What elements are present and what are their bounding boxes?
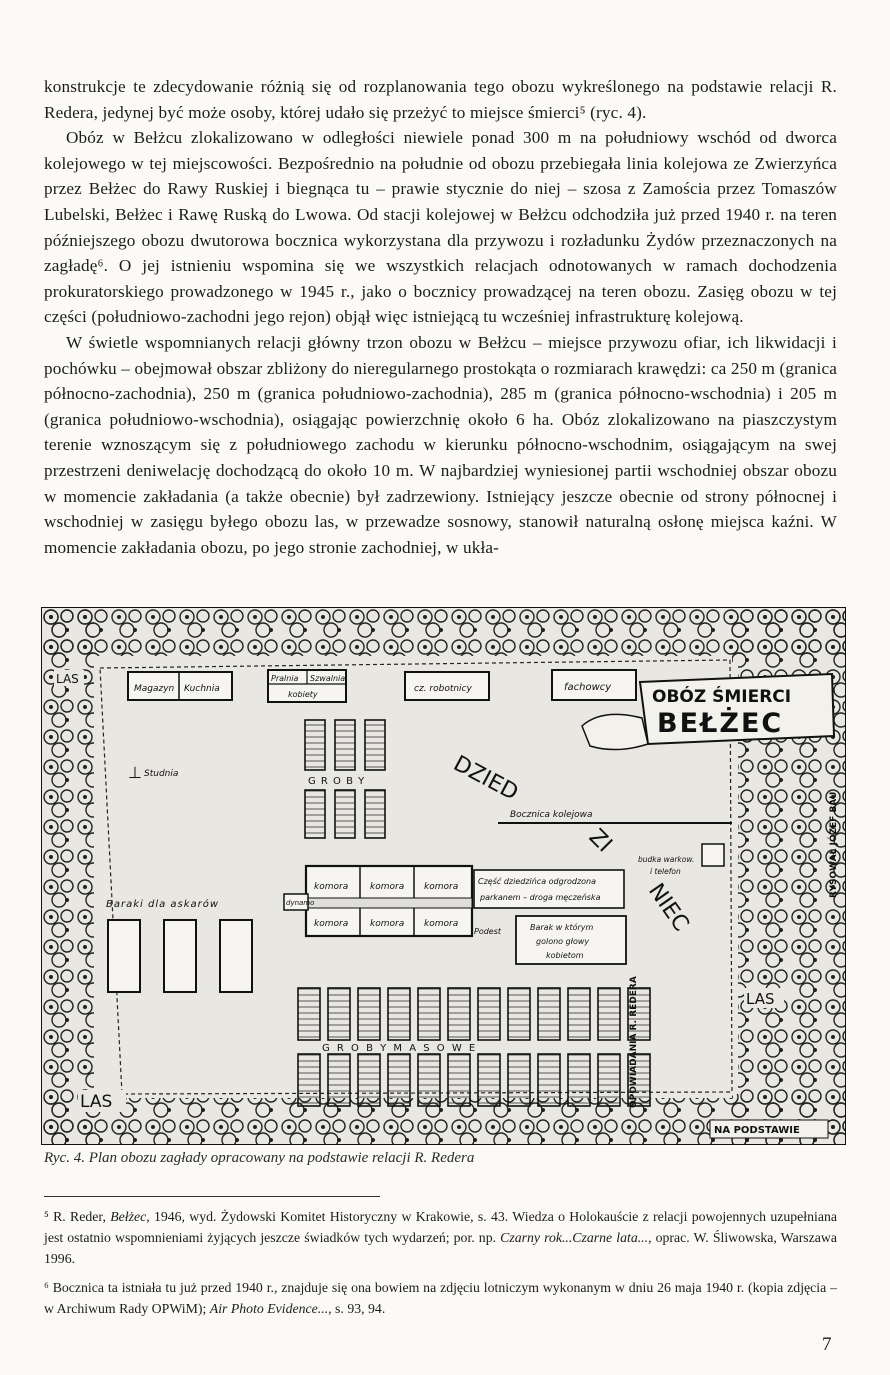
forest-top bbox=[42, 608, 845, 656]
footnote-5 bbox=[44, 1206, 837, 1269]
footnote-divider bbox=[44, 1196, 380, 1197]
label-pralnia: Pralnia bbox=[271, 674, 299, 683]
label-czesc-dziedzinca-1: Część dziedzińca odgrodzona bbox=[478, 877, 597, 886]
label-dziedziniec-1: DZIED bbox=[449, 751, 523, 806]
label-las-left: LAS bbox=[56, 672, 79, 686]
barrack-pralnia-szwalnia bbox=[268, 670, 346, 702]
footnote-mark: ⁵ bbox=[44, 1209, 49, 1224]
gas-chamber-building bbox=[306, 866, 472, 936]
label-budka-2: i telefon bbox=[650, 867, 681, 876]
label-bocznica: Bocznica kolejowa bbox=[510, 810, 593, 820]
label-kuchnia: Kuchnia bbox=[184, 684, 220, 694]
body-text bbox=[44, 74, 837, 560]
label-komora-3: komora bbox=[424, 882, 459, 892]
paragraph: Obóz w Bełżcu zlokalizowano w odległości niewiele ponad 300 m na południowy wschód od dworca kolejowego w tej miejscowości. Bezpośrednio na południe od obozu przebiegała linia kolejowa ze Zwierzyńca przez Bełżec do Rawy Ruskiej i biegnąca tu – prawie stycznie do niej – szosa z Zamościa przez Tomaszów Lubelski, Bełżec i Rawę Ruską do Lwowa. Od stacji kolejowej w Bełżcu odchodziła już przed 1940 r. na teren późniejszego obozu dwutorowa bocznica wykorzystana dla przywozu i rozładunku Żydów przeznaczonych na zagładę⁶. O jej istnieniu wspomina się we wszystkich relacjach odnotowanych w ramach dochodzenia prokuratorskiego prowadzonego w 1945 r., jako o bocznicy prowadzącej na teren obozu. Zasięg obozu w tej części (południowo-zachodni jego rejon) objął więc istniejącą tu wcześniej infrastrukturę kolejową. bbox=[44, 128, 837, 327]
label-czesc-dziedzinca-2: parkanem – droga męczeńska bbox=[480, 893, 601, 902]
label-dynamo: dynamo bbox=[286, 899, 315, 907]
label-dziedziniec-2: ZI bbox=[583, 824, 617, 858]
label-studnia: Studnia bbox=[144, 769, 179, 779]
label-signature: RYSOWAŁ JÓZEF BAU bbox=[829, 791, 839, 898]
footnote-text: , s. 93, 94. bbox=[328, 1301, 386, 1316]
paragraph: W świetle wspomnianych relacji główny trzon obozu w Bełżcu – miejsce przywozu ofiar, ich likwidacji i pochówku – obejmował obszar zbliżony do nieregularnego prostokąta o rozmiarach krawędzi: ca 250 m (granica północno-zachodnia), 250 m (granica południowo-zachodnia), 285 m (granica północno-wschodnia) i 205 m (granica południowo-wschodnia), osiągając powierzchnię około 6 ha. Obóz zlokalizowano na piaszczystym terenie wznoszącym się z południowego zachodu w kierunku północno-wschodnim, osiągającym na swej przestrzeni deniwelację dochodzącą do około 10 m. W najbardziej wyniesionej partii wschodniej obszar obozu w momencie zakładania (a także obecnie) był zadrzewiony. Istniejący jeszcze obecnie od strony północnej i wschodniej w zasięgu byłego obozu las, w przewadze sosnowy, stanowił naturalną osłonę miejsca kaźni. W momencie zakładania obozu, po jego stronie zachodniej, w ukła- bbox=[44, 332, 837, 557]
label-barak-3: kobietom bbox=[546, 951, 584, 960]
label-podest: Podest bbox=[474, 927, 502, 936]
label-las-bottom: LAS bbox=[80, 1092, 113, 1112]
label-na-podstawie: NA PODSTAWIE bbox=[714, 1125, 800, 1136]
figure-caption: Ryc. 4. Plan obozu zagłady opracowany na podstawie relacji R. Redera bbox=[44, 1150, 475, 1166]
label-las-right: LAS bbox=[746, 990, 775, 1008]
label-magazyn: Magazyn bbox=[134, 684, 175, 694]
label-kobiety: kobiety bbox=[288, 690, 318, 699]
camp-plan-map bbox=[42, 608, 845, 1144]
label-komora-2: komora bbox=[370, 882, 405, 892]
label-side-credit: OPOWIADANIA R. REDERA bbox=[629, 976, 639, 1108]
footnote-title: Air Photo Evidence... bbox=[209, 1301, 329, 1316]
barrack-haircut bbox=[516, 916, 626, 964]
map-title-line2: BEŁŻEC bbox=[657, 708, 784, 739]
footnote-mark: ⁶ bbox=[44, 1280, 49, 1295]
page-number: 7 bbox=[822, 1334, 832, 1355]
map-title-line1: OBÓZ ŚMIERCI bbox=[652, 687, 792, 707]
footnote-text: R. Reder, bbox=[53, 1209, 111, 1224]
guard-barracks bbox=[108, 920, 252, 992]
fenced-path bbox=[474, 870, 624, 908]
label-barak-1: Barak w którym bbox=[530, 923, 594, 932]
barrack-magazyn-kuchnia bbox=[128, 672, 232, 700]
label-cz-robotnicy: cz. robotnicy bbox=[414, 684, 472, 694]
footnote-text: Bocznica ta istniała tu już przed 1940 r., znajduje się ona bowiem na zdjęciu lotniczym wykonanym w dniu 26 maja 1940 r. (kopia zdjęcia – w Archiwum Rady OPWiM); bbox=[44, 1280, 837, 1316]
label-baraki-askarow: Baraki dla askarów bbox=[106, 899, 220, 910]
label-dziedziniec-3: NIEC bbox=[643, 879, 694, 937]
label-komora-4: komora bbox=[314, 919, 349, 929]
label-barak-2: golono głowy bbox=[536, 937, 590, 946]
footnote-title: Bełżec bbox=[110, 1209, 147, 1224]
footnote-text: , 1946, wyd. Żydowski Komitet Historyczny w Krakowie, s. 43. Wiedza o Holokauście z relacji powojennych uzupełniana jest ostatnio wspomnieniami żyjących jeszcze świadków tych wydarzeń; por. np. bbox=[44, 1209, 838, 1245]
label-szwalnia: Szwalnia bbox=[310, 674, 346, 683]
well-icon: ⊥ bbox=[128, 763, 142, 782]
camp-plan-figure bbox=[41, 607, 846, 1145]
label-groby: G R O B Y bbox=[308, 776, 366, 787]
label-budka-1: budka warkow. bbox=[638, 855, 695, 864]
barrack-robotnicy bbox=[405, 672, 489, 700]
footnote-6 bbox=[44, 1277, 837, 1319]
barrack-fachowcy bbox=[552, 670, 636, 700]
paragraph: konstrukcje te zdecydowanie różnią się od rozplanowania tego obozu wykreślonego na podstawie relacji R. Redera, jedynej być może osoby, której udało się przeżyć to miejsce śmierci⁵ (ryc. 4). bbox=[44, 77, 837, 122]
label-komora-5: komora bbox=[370, 919, 405, 929]
label-komora-1: komora bbox=[314, 882, 349, 892]
label-fachowcy: fachowcy bbox=[564, 682, 612, 693]
forest-left bbox=[42, 608, 94, 1144]
footnote-text: , oprac. W. Śliwowska, Warszawa 1996. bbox=[44, 1230, 837, 1266]
footnote-title: Czarny rok...Czarne lata... bbox=[500, 1230, 649, 1245]
label-groby-masowe: G R O B Y M A S O W E bbox=[322, 1043, 478, 1054]
label-komora-6: komora bbox=[424, 919, 459, 929]
footnotes bbox=[44, 1206, 837, 1327]
